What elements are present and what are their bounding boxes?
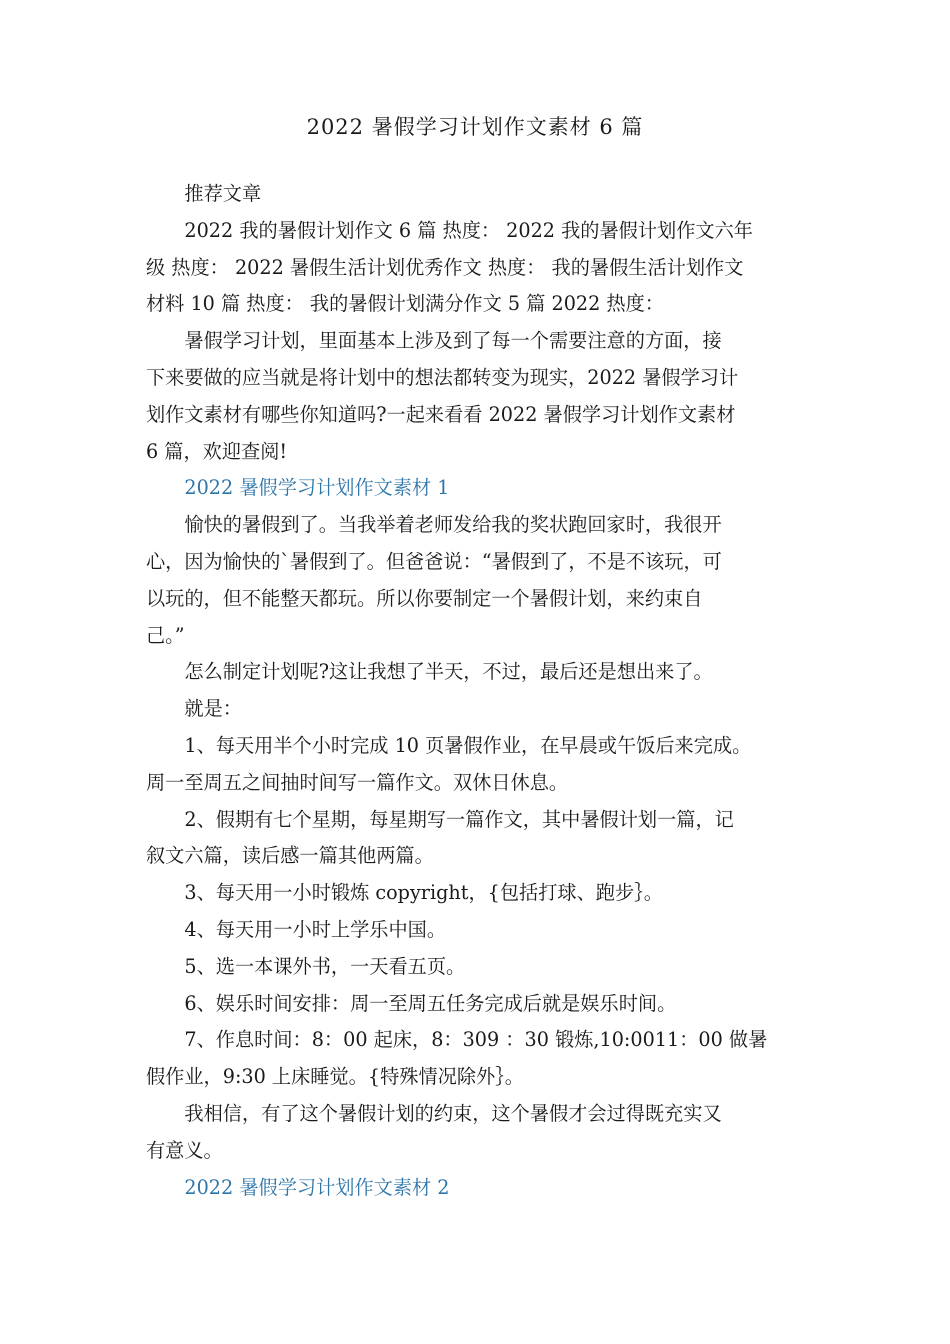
plan-item-4: 4、每天用一小时上学乐中国。	[184, 917, 447, 941]
paragraph-line: 有意义。	[146, 1138, 223, 1162]
paragraph-line: 下来要做的应当就是将计划中的想法都转变为现实，2022 暑假学习计	[146, 365, 739, 389]
paragraph-line: 叙文六篇，读后感一篇其他两篇。	[146, 844, 434, 868]
story-paragraph: 怎么制定计划呢?这让我想了半天，不过，最后还是想出来了。	[184, 660, 713, 684]
paragraph-line: 6 篇，欢迎查阅!	[146, 439, 288, 463]
plan-item-5: 5、选一本课外书，一天看五页。	[184, 954, 466, 978]
paragraph-line: 愉快的暑假到了。当我举着老师发给我的奖状跑回家时，我很开	[184, 513, 722, 537]
intro-paragraph	[146, 323, 810, 470]
recommend-line[interactable]: 材料 10 篇 热度： 我的暑假计划满分作文 5 篇 2022 热度：	[146, 292, 664, 316]
paragraph-line: 以玩的，但不能整天都玩。所以你要制定一个暑假计划，来约束自	[146, 586, 703, 610]
recommend-list[interactable]	[146, 213, 810, 323]
plan-item-1	[146, 728, 810, 802]
recommend-line[interactable]: 级 热度： 2022 暑假生活计划优秀作文 热度： 我的暑假生活计划作文	[146, 255, 744, 279]
conclusion-paragraph	[146, 1096, 810, 1170]
paragraph-line: 周一至周五之间抽时间写一篇作文。双休日休息。	[146, 770, 569, 794]
paragraph-line: 1、每天用半个小时完成 10 页暑假作业，在早晨或午饭后来完成。	[184, 733, 752, 757]
paragraph-line: 划作文素材有哪些你知道吗?一起来看看 2022 暑假学习计划作文素材	[146, 402, 736, 426]
paragraph-line: 7、作息时间：8：00 起床，8：309 ：30 锻炼,10:0011：00 做暑	[184, 1028, 768, 1052]
recommend-label: 推荐文章	[184, 182, 262, 205]
document-title: 2022 暑假学习计划作文素材 6 篇	[306, 115, 644, 139]
paragraph-line: 己。”	[146, 623, 185, 647]
plan-item-7	[146, 1022, 810, 1096]
section-heading-2: 2022 暑假学习计划作文素材 2	[184, 1175, 450, 1199]
plan-item-2	[146, 802, 810, 876]
story-paragraph	[146, 507, 810, 654]
paragraph-line: 假作业，9:30 上床睡觉。{特殊情况除外｝。	[146, 1065, 524, 1089]
paragraph-line: 心，因为愉快的`暑假到了。但爸爸说：“暑假到了，不是不该玩，可	[146, 549, 722, 573]
plan-item-3: 3、每天用一小时锻炼 copyright，{包括打球、跑步｝。	[184, 881, 663, 905]
paragraph-line: 我相信，有了这个暑假计划的约束，这个暑假才会过得既充实又	[184, 1101, 722, 1125]
paragraph-line: 暑假学习计划，里面基本上涉及到了每一个需要注意的方面，接	[184, 329, 722, 353]
section-heading-1: 2022 暑假学习计划作文素材 1	[184, 476, 450, 500]
paragraph-line: 2、假期有七个星期，每星期写一篇作文，其中暑假计划一篇，记	[184, 807, 734, 831]
recommend-line[interactable]: 2022 我的暑假计划作文 6 篇 热度： 2022 我的暑假计划作文六年	[184, 218, 753, 242]
story-paragraph: 就是：	[184, 697, 242, 721]
document-body	[146, 176, 810, 1206]
plan-item-6: 6、娱乐时间安排：周一至周五任务完成后就是娱乐时间。	[184, 991, 677, 1015]
